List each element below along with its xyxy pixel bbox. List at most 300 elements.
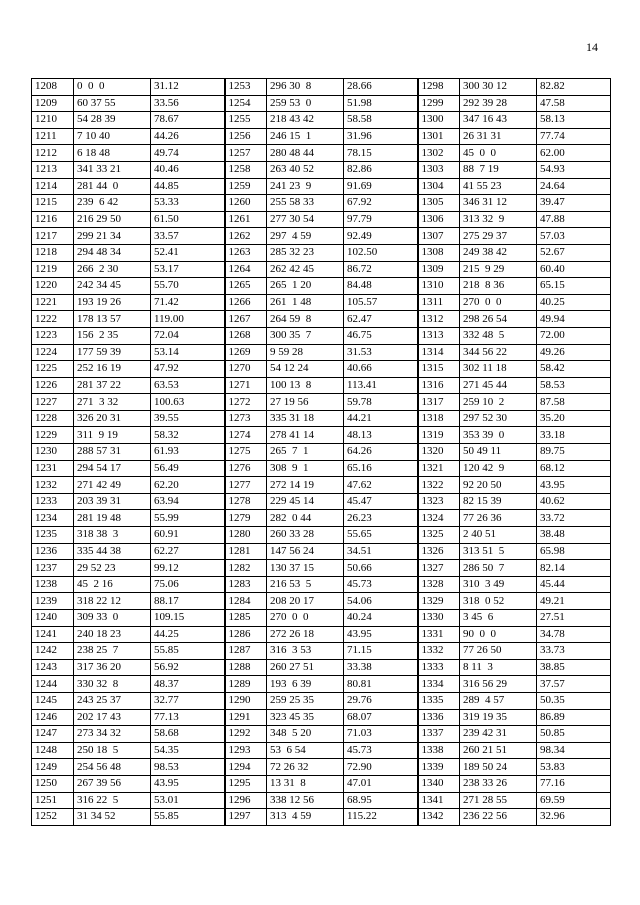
distance-cell: 105.57 xyxy=(344,294,418,311)
distance-cell: 31.96 xyxy=(344,128,418,145)
distance-cell: 33.56 xyxy=(151,95,225,112)
angle-cell: 238 25 7 xyxy=(74,643,151,660)
distance-cell: 97.79 xyxy=(344,211,418,228)
distance-cell: 47.92 xyxy=(151,361,225,378)
distance-cell: 45.44 xyxy=(537,576,611,593)
table-row xyxy=(32,676,611,693)
distance-cell: 33.38 xyxy=(344,659,418,676)
point-id-cell: 1281 xyxy=(225,543,267,560)
distance-cell: 54.93 xyxy=(537,161,611,178)
angle-cell: 281 44 0 xyxy=(74,178,151,195)
point-id-cell: 1322 xyxy=(418,477,460,494)
distance-cell: 31.53 xyxy=(344,344,418,361)
point-id-cell: 1278 xyxy=(225,493,267,510)
distance-cell: 78.15 xyxy=(344,145,418,162)
table-row xyxy=(32,112,611,129)
distance-cell: 84.48 xyxy=(344,278,418,295)
distance-cell: 33.18 xyxy=(537,427,611,444)
point-id-cell: 1271 xyxy=(225,377,267,394)
angle-cell: 54 28 39 xyxy=(74,112,151,129)
angle-cell: 77 26 36 xyxy=(460,510,537,527)
distance-cell: 55.65 xyxy=(344,527,418,544)
angle-cell: 45 0 0 xyxy=(460,145,537,162)
angle-cell: 297 4 59 xyxy=(267,228,344,245)
point-id-cell: 1277 xyxy=(225,477,267,494)
point-id-cell: 1319 xyxy=(418,427,460,444)
distance-cell: 31.12 xyxy=(151,79,225,96)
distance-cell: 44.25 xyxy=(151,626,225,643)
table-row xyxy=(32,95,611,112)
angle-cell: 246 15 1 xyxy=(267,128,344,145)
point-id-cell: 1279 xyxy=(225,510,267,527)
distance-cell: 58.42 xyxy=(537,361,611,378)
angle-cell: 318 38 3 xyxy=(74,527,151,544)
distance-cell: 68.07 xyxy=(344,709,418,726)
distance-cell: 50.66 xyxy=(344,560,418,577)
angle-cell: 277 30 54 xyxy=(267,211,344,228)
point-id-cell: 1231 xyxy=(32,460,74,477)
point-id-cell: 1306 xyxy=(418,211,460,228)
angle-cell: 259 25 35 xyxy=(267,692,344,709)
point-id-cell: 1337 xyxy=(418,726,460,743)
distance-cell: 71.15 xyxy=(344,643,418,660)
point-id-cell: 1239 xyxy=(32,593,74,610)
angle-cell: 249 38 42 xyxy=(460,244,537,261)
angle-cell: 353 39 0 xyxy=(460,427,537,444)
angle-cell: 239 6 42 xyxy=(74,195,151,212)
point-id-cell: 1294 xyxy=(225,759,267,776)
distance-cell: 40.66 xyxy=(344,361,418,378)
point-id-cell: 1245 xyxy=(32,692,74,709)
angle-cell: 318 22 12 xyxy=(74,593,151,610)
distance-cell: 52.41 xyxy=(151,244,225,261)
table-row xyxy=(32,244,611,261)
point-id-cell: 1310 xyxy=(418,278,460,295)
distance-cell: 63.53 xyxy=(151,377,225,394)
distance-cell: 55.85 xyxy=(151,643,225,660)
point-id-cell: 1284 xyxy=(225,593,267,610)
angle-cell: 267 39 56 xyxy=(74,775,151,792)
distance-cell: 33.57 xyxy=(151,228,225,245)
angle-cell: 216 29 50 xyxy=(74,211,151,228)
point-id-cell: 1249 xyxy=(32,759,74,776)
angle-cell: 50 49 11 xyxy=(460,444,537,461)
distance-cell: 53.33 xyxy=(151,195,225,212)
point-id-cell: 1340 xyxy=(418,775,460,792)
angle-cell: 254 56 48 xyxy=(74,759,151,776)
point-id-cell: 1262 xyxy=(225,228,267,245)
point-id-cell: 1291 xyxy=(225,709,267,726)
distance-cell: 49.74 xyxy=(151,145,225,162)
point-id-cell: 1336 xyxy=(418,709,460,726)
angle-cell: 9 59 28 xyxy=(267,344,344,361)
point-id-cell: 1237 xyxy=(32,560,74,577)
point-id-cell: 1332 xyxy=(418,643,460,660)
distance-cell: 102.50 xyxy=(344,244,418,261)
point-id-cell: 1229 xyxy=(32,427,74,444)
point-id-cell: 1266 xyxy=(225,294,267,311)
angle-cell: 296 30 8 xyxy=(267,79,344,96)
distance-cell: 119.00 xyxy=(151,311,225,328)
distance-cell: 98.53 xyxy=(151,759,225,776)
distance-cell: 48.13 xyxy=(344,427,418,444)
angle-cell: 309 33 0 xyxy=(74,610,151,627)
point-id-cell: 1248 xyxy=(32,742,74,759)
point-id-cell: 1234 xyxy=(32,510,74,527)
angle-cell: 264 59 8 xyxy=(267,311,344,328)
point-id-cell: 1282 xyxy=(225,560,267,577)
table-row xyxy=(32,742,611,759)
angle-cell: 261 1 48 xyxy=(267,294,344,311)
point-id-cell: 1221 xyxy=(32,294,74,311)
angle-cell: 229 45 14 xyxy=(267,493,344,510)
distance-cell: 51.98 xyxy=(344,95,418,112)
distance-cell: 29.76 xyxy=(344,692,418,709)
distance-cell: 50.35 xyxy=(537,692,611,709)
angle-cell: 238 33 26 xyxy=(460,775,537,792)
angle-cell: 313 4 59 xyxy=(267,809,344,826)
angle-cell: 178 13 57 xyxy=(74,311,151,328)
point-id-cell: 1217 xyxy=(32,228,74,245)
point-id-cell: 1259 xyxy=(225,178,267,195)
distance-cell: 49.21 xyxy=(537,593,611,610)
table-row xyxy=(32,261,611,278)
point-id-cell: 1311 xyxy=(418,294,460,311)
angle-cell: 313 51 5 xyxy=(460,543,537,560)
distance-cell: 40.24 xyxy=(344,610,418,627)
distance-cell: 86.72 xyxy=(344,261,418,278)
distance-cell: 47.88 xyxy=(537,211,611,228)
table-row xyxy=(32,344,611,361)
distance-cell: 88.17 xyxy=(151,593,225,610)
table-row xyxy=(32,726,611,743)
point-id-cell: 1275 xyxy=(225,444,267,461)
point-id-cell: 1228 xyxy=(32,410,74,427)
point-id-cell: 1309 xyxy=(418,261,460,278)
angle-cell: 317 36 20 xyxy=(74,659,151,676)
table-row xyxy=(32,410,611,427)
angle-cell: 346 31 12 xyxy=(460,195,537,212)
point-id-cell: 1227 xyxy=(32,394,74,411)
angle-cell: 282 0 44 xyxy=(267,510,344,527)
angle-cell: 130 37 15 xyxy=(267,560,344,577)
point-id-cell: 1235 xyxy=(32,527,74,544)
point-id-cell: 1313 xyxy=(418,327,460,344)
point-id-cell: 1255 xyxy=(225,112,267,129)
distance-cell: 65.16 xyxy=(344,460,418,477)
distance-cell: 44.21 xyxy=(344,410,418,427)
angle-cell: 272 26 18 xyxy=(267,626,344,643)
distance-cell: 56.49 xyxy=(151,460,225,477)
distance-cell: 44.26 xyxy=(151,128,225,145)
table-row xyxy=(32,460,611,477)
point-id-cell: 1331 xyxy=(418,626,460,643)
angle-cell: 271 28 55 xyxy=(460,792,537,809)
angle-cell: 281 37 22 xyxy=(74,377,151,394)
distance-cell: 67.92 xyxy=(344,195,418,212)
point-id-cell: 1251 xyxy=(32,792,74,809)
point-id-cell: 1257 xyxy=(225,145,267,162)
angle-cell: 27 19 56 xyxy=(267,394,344,411)
angle-cell: 203 39 31 xyxy=(74,493,151,510)
point-id-cell: 1293 xyxy=(225,742,267,759)
distance-cell: 48.37 xyxy=(151,676,225,693)
point-id-cell: 1339 xyxy=(418,759,460,776)
distance-cell: 62.27 xyxy=(151,543,225,560)
point-id-cell: 1253 xyxy=(225,79,267,96)
point-id-cell: 1214 xyxy=(32,178,74,195)
angle-cell: 323 45 35 xyxy=(267,709,344,726)
point-id-cell: 1276 xyxy=(225,460,267,477)
angle-cell: 288 57 31 xyxy=(74,444,151,461)
table-row xyxy=(32,211,611,228)
table-row xyxy=(32,527,611,544)
distance-cell: 71.42 xyxy=(151,294,225,311)
angle-cell: 255 58 33 xyxy=(267,195,344,212)
angle-cell: 239 42 31 xyxy=(460,726,537,743)
angle-cell: 286 50 7 xyxy=(460,560,537,577)
point-id-cell: 1317 xyxy=(418,394,460,411)
angle-cell: 292 39 28 xyxy=(460,95,537,112)
angle-cell: 82 15 39 xyxy=(460,493,537,510)
point-id-cell: 1218 xyxy=(32,244,74,261)
angle-cell: 299 21 34 xyxy=(74,228,151,245)
table-row xyxy=(32,278,611,295)
distance-cell: 57.03 xyxy=(537,228,611,245)
angle-cell: 348 5 20 xyxy=(267,726,344,743)
distance-cell: 55.70 xyxy=(151,278,225,295)
angle-cell: 260 21 51 xyxy=(460,742,537,759)
point-id-cell: 1223 xyxy=(32,327,74,344)
angle-cell: 218 43 42 xyxy=(267,112,344,129)
point-id-cell: 1233 xyxy=(32,493,74,510)
point-id-cell: 1329 xyxy=(418,593,460,610)
angle-cell: 147 56 24 xyxy=(267,543,344,560)
distance-cell: 58.13 xyxy=(537,112,611,129)
angle-cell: 316 56 29 xyxy=(460,676,537,693)
distance-cell: 32.77 xyxy=(151,692,225,709)
point-id-cell: 1243 xyxy=(32,659,74,676)
angle-cell: 347 16 43 xyxy=(460,112,537,129)
distance-cell: 65.98 xyxy=(537,543,611,560)
table-row xyxy=(32,510,611,527)
distance-cell: 47.62 xyxy=(344,477,418,494)
distance-cell: 59.78 xyxy=(344,394,418,411)
distance-cell: 68.95 xyxy=(344,792,418,809)
distance-cell: 65.15 xyxy=(537,278,611,295)
angle-cell: 193 6 39 xyxy=(267,676,344,693)
angle-cell: 260 27 51 xyxy=(267,659,344,676)
table-row xyxy=(32,709,611,726)
table-row xyxy=(32,659,611,676)
angle-cell: 294 48 34 xyxy=(74,244,151,261)
distance-cell: 49.94 xyxy=(537,311,611,328)
distance-cell: 98.34 xyxy=(537,742,611,759)
angle-cell: 26 31 31 xyxy=(460,128,537,145)
angle-cell: 280 48 44 xyxy=(267,145,344,162)
distance-cell: 53.01 xyxy=(151,792,225,809)
distance-cell: 56.92 xyxy=(151,659,225,676)
angle-cell: 260 33 28 xyxy=(267,527,344,544)
point-id-cell: 1216 xyxy=(32,211,74,228)
angle-cell: 120 42 9 xyxy=(460,460,537,477)
distance-cell: 80.81 xyxy=(344,676,418,693)
table-row xyxy=(32,128,611,145)
distance-cell: 50.85 xyxy=(537,726,611,743)
table-row xyxy=(32,626,611,643)
angle-cell: 100 13 8 xyxy=(267,377,344,394)
point-id-cell: 1242 xyxy=(32,643,74,660)
point-id-cell: 1220 xyxy=(32,278,74,295)
angle-cell: 202 17 43 xyxy=(74,709,151,726)
point-id-cell: 1300 xyxy=(418,112,460,129)
point-id-cell: 1265 xyxy=(225,278,267,295)
angle-cell: 13 31 8 xyxy=(267,775,344,792)
distance-cell: 60.91 xyxy=(151,527,225,544)
angle-cell: 273 34 32 xyxy=(74,726,151,743)
angle-cell: 297 52 30 xyxy=(460,410,537,427)
angle-cell: 271 3 32 xyxy=(74,394,151,411)
angle-cell: 285 32 23 xyxy=(267,244,344,261)
angle-cell: 243 25 37 xyxy=(74,692,151,709)
angle-cell: 8 11 3 xyxy=(460,659,537,676)
point-id-cell: 1312 xyxy=(418,311,460,328)
angle-cell: 275 29 37 xyxy=(460,228,537,245)
point-id-cell: 1333 xyxy=(418,659,460,676)
distance-cell: 38.85 xyxy=(537,659,611,676)
point-id-cell: 1263 xyxy=(225,244,267,261)
distance-cell: 39.47 xyxy=(537,195,611,212)
distance-cell: 89.75 xyxy=(537,444,611,461)
distance-cell: 58.32 xyxy=(151,427,225,444)
distance-cell: 43.95 xyxy=(344,626,418,643)
angle-cell: 300 35 7 xyxy=(267,327,344,344)
point-id-cell: 1283 xyxy=(225,576,267,593)
distance-cell: 87.58 xyxy=(537,394,611,411)
angle-cell: 29 52 23 xyxy=(74,560,151,577)
distance-cell: 54.06 xyxy=(344,593,418,610)
point-id-cell: 1280 xyxy=(225,527,267,544)
point-id-cell: 1292 xyxy=(225,726,267,743)
point-id-cell: 1244 xyxy=(32,676,74,693)
distance-cell: 34.78 xyxy=(537,626,611,643)
angle-cell: 316 3 53 xyxy=(267,643,344,660)
distance-cell: 55.85 xyxy=(151,809,225,826)
angle-cell: 3 45 6 xyxy=(460,610,537,627)
angle-cell: 2 40 51 xyxy=(460,527,537,544)
distance-cell: 53.17 xyxy=(151,261,225,278)
angle-cell: 241 23 9 xyxy=(267,178,344,195)
distance-cell: 69.59 xyxy=(537,792,611,809)
angle-cell: 72 26 32 xyxy=(267,759,344,776)
table-row xyxy=(32,327,611,344)
point-id-cell: 1272 xyxy=(225,394,267,411)
survey-table xyxy=(31,78,611,826)
angle-cell: 45 2 16 xyxy=(74,576,151,593)
point-id-cell: 1307 xyxy=(418,228,460,245)
distance-cell: 37.57 xyxy=(537,676,611,693)
point-id-cell: 1296 xyxy=(225,792,267,809)
table-row xyxy=(32,543,611,560)
distance-cell: 62.20 xyxy=(151,477,225,494)
angle-cell: 7 10 40 xyxy=(74,128,151,145)
point-id-cell: 1315 xyxy=(418,361,460,378)
point-id-cell: 1236 xyxy=(32,543,74,560)
point-id-cell: 1247 xyxy=(32,726,74,743)
angle-cell: 266 2 30 xyxy=(74,261,151,278)
angle-cell: 177 59 39 xyxy=(74,344,151,361)
distance-cell: 52.67 xyxy=(537,244,611,261)
point-id-cell: 1225 xyxy=(32,361,74,378)
angle-cell: 218 8 36 xyxy=(460,278,537,295)
distance-cell: 27.51 xyxy=(537,610,611,627)
angle-cell: 341 33 21 xyxy=(74,161,151,178)
distance-cell: 45.73 xyxy=(344,576,418,593)
point-id-cell: 1334 xyxy=(418,676,460,693)
angle-cell: 263 40 52 xyxy=(267,161,344,178)
table-row xyxy=(32,477,611,494)
point-id-cell: 1286 xyxy=(225,626,267,643)
angle-cell: 326 20 31 xyxy=(74,410,151,427)
point-id-cell: 1268 xyxy=(225,327,267,344)
distance-cell: 53.83 xyxy=(537,759,611,776)
distance-cell: 62.00 xyxy=(537,145,611,162)
point-id-cell: 1274 xyxy=(225,427,267,444)
distance-cell: 40.62 xyxy=(537,493,611,510)
point-id-cell: 1209 xyxy=(32,95,74,112)
distance-cell: 78.67 xyxy=(151,112,225,129)
point-id-cell: 1321 xyxy=(418,460,460,477)
point-id-cell: 1224 xyxy=(32,344,74,361)
point-id-cell: 1211 xyxy=(32,128,74,145)
distance-cell: 61.50 xyxy=(151,211,225,228)
point-id-cell: 1232 xyxy=(32,477,74,494)
distance-cell: 43.95 xyxy=(151,775,225,792)
distance-cell: 109.15 xyxy=(151,610,225,627)
point-id-cell: 1290 xyxy=(225,692,267,709)
angle-cell: 270 0 0 xyxy=(267,610,344,627)
point-id-cell: 1213 xyxy=(32,161,74,178)
point-id-cell: 1254 xyxy=(225,95,267,112)
table-row xyxy=(32,161,611,178)
point-id-cell: 1303 xyxy=(418,161,460,178)
angle-cell: 265 7 1 xyxy=(267,444,344,461)
table-row xyxy=(32,792,611,809)
point-id-cell: 1240 xyxy=(32,610,74,627)
distance-cell: 33.73 xyxy=(537,643,611,660)
point-id-cell: 1260 xyxy=(225,195,267,212)
point-id-cell: 1250 xyxy=(32,775,74,792)
distance-cell: 82.86 xyxy=(344,161,418,178)
point-id-cell: 1210 xyxy=(32,112,74,129)
table-row xyxy=(32,576,611,593)
angle-cell: 156 2 35 xyxy=(74,327,151,344)
angle-cell: 344 56 22 xyxy=(460,344,537,361)
angle-cell: 298 26 54 xyxy=(460,311,537,328)
angle-cell: 311 9 19 xyxy=(74,427,151,444)
point-id-cell: 1261 xyxy=(225,211,267,228)
table-row xyxy=(32,610,611,627)
point-id-cell: 1273 xyxy=(225,410,267,427)
distance-cell: 34.51 xyxy=(344,543,418,560)
angle-cell: 265 1 20 xyxy=(267,278,344,295)
distance-cell: 63.94 xyxy=(151,493,225,510)
distance-cell: 26.23 xyxy=(344,510,418,527)
point-id-cell: 1267 xyxy=(225,311,267,328)
point-id-cell: 1215 xyxy=(32,195,74,212)
distance-cell: 33.72 xyxy=(537,510,611,527)
distance-cell: 64.26 xyxy=(344,444,418,461)
